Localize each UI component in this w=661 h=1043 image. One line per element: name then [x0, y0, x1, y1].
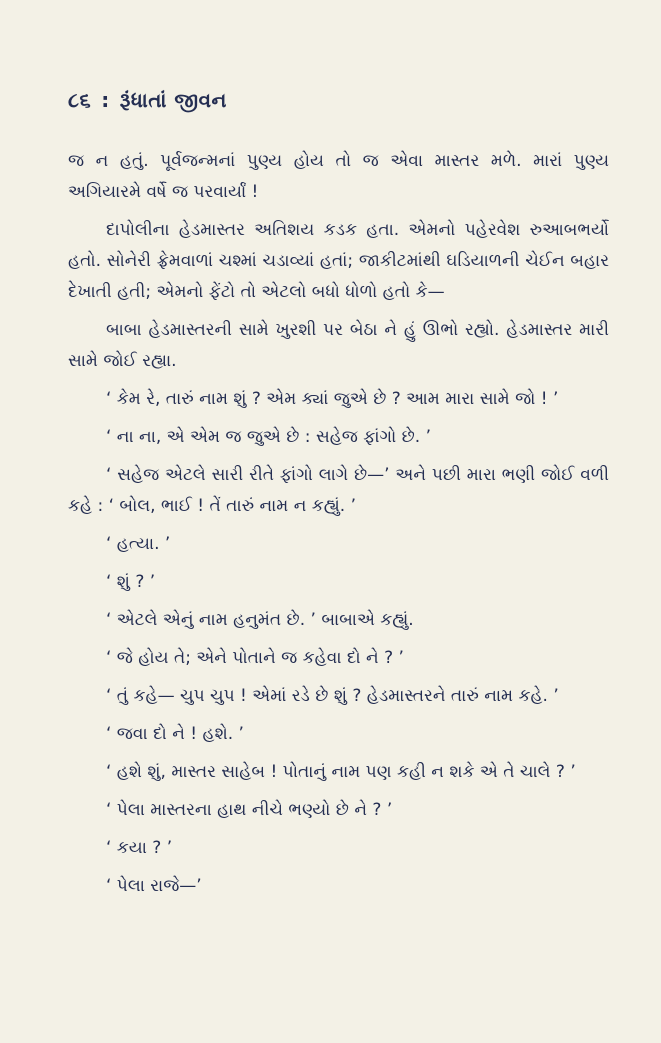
dialogue-line: ‘ પેલા રાજે—’	[106, 876, 202, 896]
dialogue-line: ‘ ના ના, એ એમ જ જુએ છે : સહેજ ફાંગો છે. ’	[106, 427, 432, 447]
dialogue-line: ‘ કેમ રે, તારું નામ શું ? એમ ક્યાં જુએ છે ? આમ મારા સામે જો ! ’	[106, 389, 559, 409]
paragraph: જ ન હતું. પૂર્વજન્મનાં પુણ્ય હોય તો જ એવા માસ્તર મળે. મારાં પુણ્ય અગિયારમે વર્ષે જ પરવાર્યાં !	[68, 151, 609, 202]
dialogue-line: ‘ હશે શું, માસ્તર સાહેબ ! પોતાનું નામ પણ કહી ન શકે એ તે ચાલે ? ’	[106, 762, 576, 782]
dialogue-line: ‘ સહેજ એટલે સારી રીતે ફાંગો લાગે છે—’ અને પછી મારા ભણી જોઈ વળી કહે : ‘ બોલ, ભાઈ ! તેં તારું નામ ન કહ્યું. ’	[68, 465, 609, 516]
dialogue-line: ‘ શું ? ’	[106, 572, 156, 592]
dialogue-line: ‘ જવા દો ને ! હશે. ’	[106, 724, 244, 744]
running-title: રૂંધાતાં જીવન	[119, 88, 227, 112]
dialogue-line: ‘ હત્યા. ’	[106, 534, 171, 554]
paragraph: દાપોલીના હેડમાસ્તર અતિશય કડક હતા. એમનો પહેરવેશ રુઆબભર્યો હતો. સોનેરી ફ્રેમવાળાં ચશ્માં ચડાવ્યાં હતાં; જાકીટમાંથી ઘડિયાળની ચેઈન બહાર દેખાતી હતી; એમનો ફેંટો તો એટલો બધો ધોળો હતો કે—	[68, 220, 609, 302]
page-header	[68, 88, 609, 112]
header-separator: :	[101, 88, 110, 112]
dialogue-line: ‘ પેલા માસ્તરના હાથ નીચે ભણ્યો છે ને ? ’	[106, 800, 393, 820]
page-number: ૮૬	[68, 88, 92, 112]
dialogue-line: ‘ તું કહે— ચુપ ચુપ ! એમાં રડે છે શું ? હેડમાસ્તરને તારું નામ કહે. ’	[106, 686, 559, 706]
dialogue-line: ‘ એટલે એનું નામ હનુમંત છે. ’ બાબાએ કહ્યું.	[106, 610, 414, 630]
dialogue-line: ‘ કયા ? ’	[106, 838, 173, 858]
dialogue-line: ‘ જે હોય તે; એને પોતાને જ કહેવા દો ને ? ’	[106, 648, 404, 668]
paragraph: બાબા હેડમાસ્તરની સામે ખુરશી પર બેઠા ને હું ઊભો રહ્યો. હેડમાસ્તર મારી સામે જોઈ રહ્યા.	[68, 320, 609, 371]
